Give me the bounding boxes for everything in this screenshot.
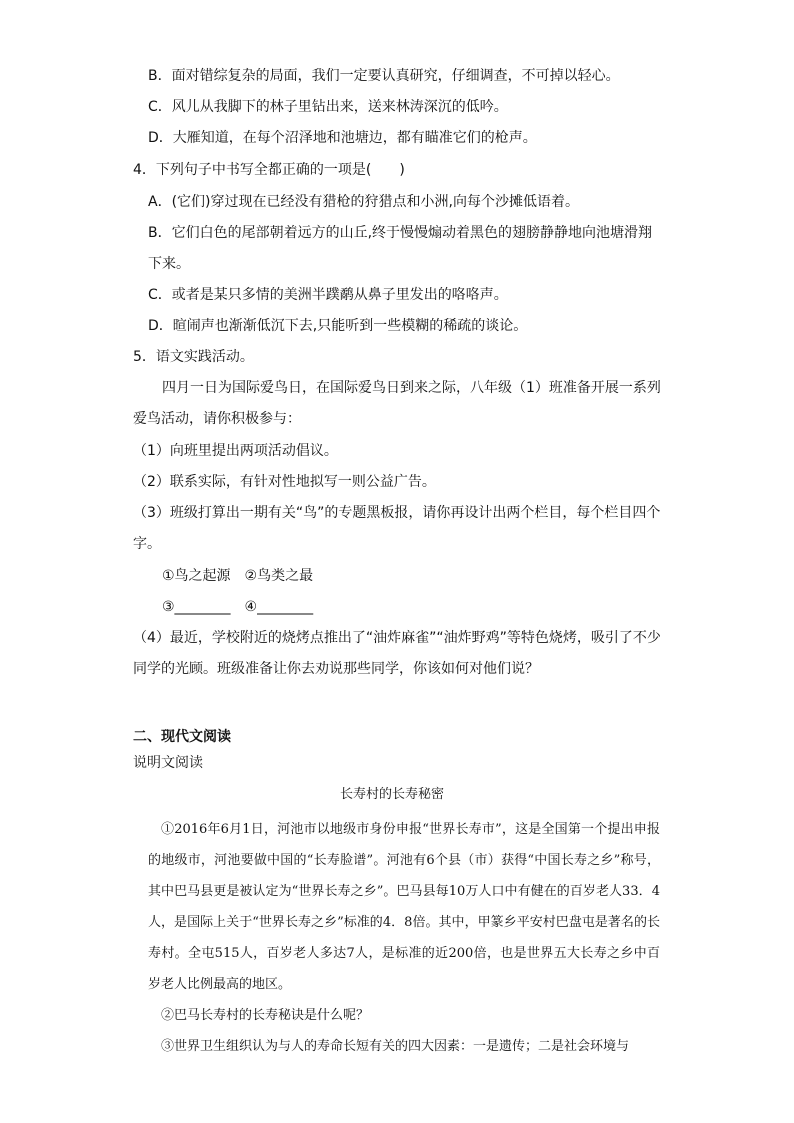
q4-option-b-line2: 下来。 (148, 256, 190, 272)
article-paragraph-3: ③世界卫生组织认为与人的寿命长短有关的四大因素：一是遗传；二是社会环境与 (161, 1039, 630, 1054)
q4-option-d: D．暄闹声也渐渐低沉下去,只能听到一些模糊的稀疏的谈论。 (148, 318, 528, 334)
q5-item-4-line2: 同学的光顾。班级准备让你去劝说那些同学，你该如何对他们说？ (133, 661, 539, 677)
q5-item-3-line1: （3）班级打算出一期有关“鸟”的专题黑板报，请你再设计出两个栏目，每个栏目四个 (133, 505, 661, 521)
q4-stem: 4．下列句子中书写全都正确的一项是( ) (133, 162, 405, 178)
q3-option-d: D．大雁知道，在每个沼泽地和池塘边，都有瞄准它们的枪声。 (148, 130, 537, 146)
q5-item-4-line1: （4）最近，学校附近的烧烤点推出了“油炸麻雀”“油炸野鸡”等特色烧烤，吸引了不少 (133, 630, 661, 646)
q5-item-2: （2）联系实际，有针对性地拟写一则公益广告。 (133, 474, 436, 490)
q5-intro-line1: 四月一日为国际爱鸟日，在国际爱鸟日到来之际，八年级（1）班准备开展一系列 (162, 380, 661, 396)
article-title: 长寿村的长寿秘密 (340, 787, 445, 802)
q5-item-3-line2: 字。 (133, 536, 161, 552)
q3-option-c: C．风儿从我脚下的林子里钻出来，送来林涛深沉的低吟。 (148, 99, 508, 115)
q5-stem: 5．语文实践活动。 (133, 349, 254, 365)
article-paragraph-1: ①2016年6月1日，河池市以地级市身份申报“世界长寿市”，这是全国第一个提出申报的地级市，河池要做中国的“长寿脸谱”。河池有6个县（市）获得“中国长寿之乡”称号，其中巴马县更是被认定为“世界长寿之乡”。巴马县每10万人口中有健在的百岁老人33．4人，是国际上关于“世界长寿之乡”标准的4．8倍。其中，甲篆乡平安村巴盘屯是著名的长寿村。全屯515人，百岁老人多达7人，是标准的近200倍，也是世界五大长寿之乡中百岁老人比例最高的地区。 (148, 822, 660, 992)
q4-option-a: A．(它们)穿过现在已经没有猎枪的狩猎点和小洲,向每个沙摊低语着。 (148, 194, 579, 210)
article-paragraph-2: ②巴马长寿村的长寿秘诀是什么呢？ (161, 1008, 370, 1023)
q5-columns-given: ①鸟之起源 ②鸟类之最 (162, 568, 314, 584)
q4-option-c: C．或者是某只多情的美洲半蹼鹬从鼻子里发出的咯咯声。 (148, 287, 508, 303)
q5-intro-line2: 爱鸟活动，请你积极参与： (133, 411, 301, 427)
q5-columns-blank: ③________ ④________ (162, 599, 314, 615)
section-subheading: 说明文阅读 (133, 755, 203, 771)
section-heading: 二、现代文阅读 (133, 729, 231, 745)
q3-option-b: B．面对错综复杂的局面，我们一定要认真研究，仔细调查，不可掉以轻心。 (148, 68, 620, 84)
q5-item-1: （1）向班里提出两项活动倡议。 (133, 443, 338, 459)
q4-option-b-line1: B．它们白色的尾部朝着远方的山丘,终于慢慢煽动着黑色的翅膀静静地向池塘滑翔 (148, 225, 653, 241)
